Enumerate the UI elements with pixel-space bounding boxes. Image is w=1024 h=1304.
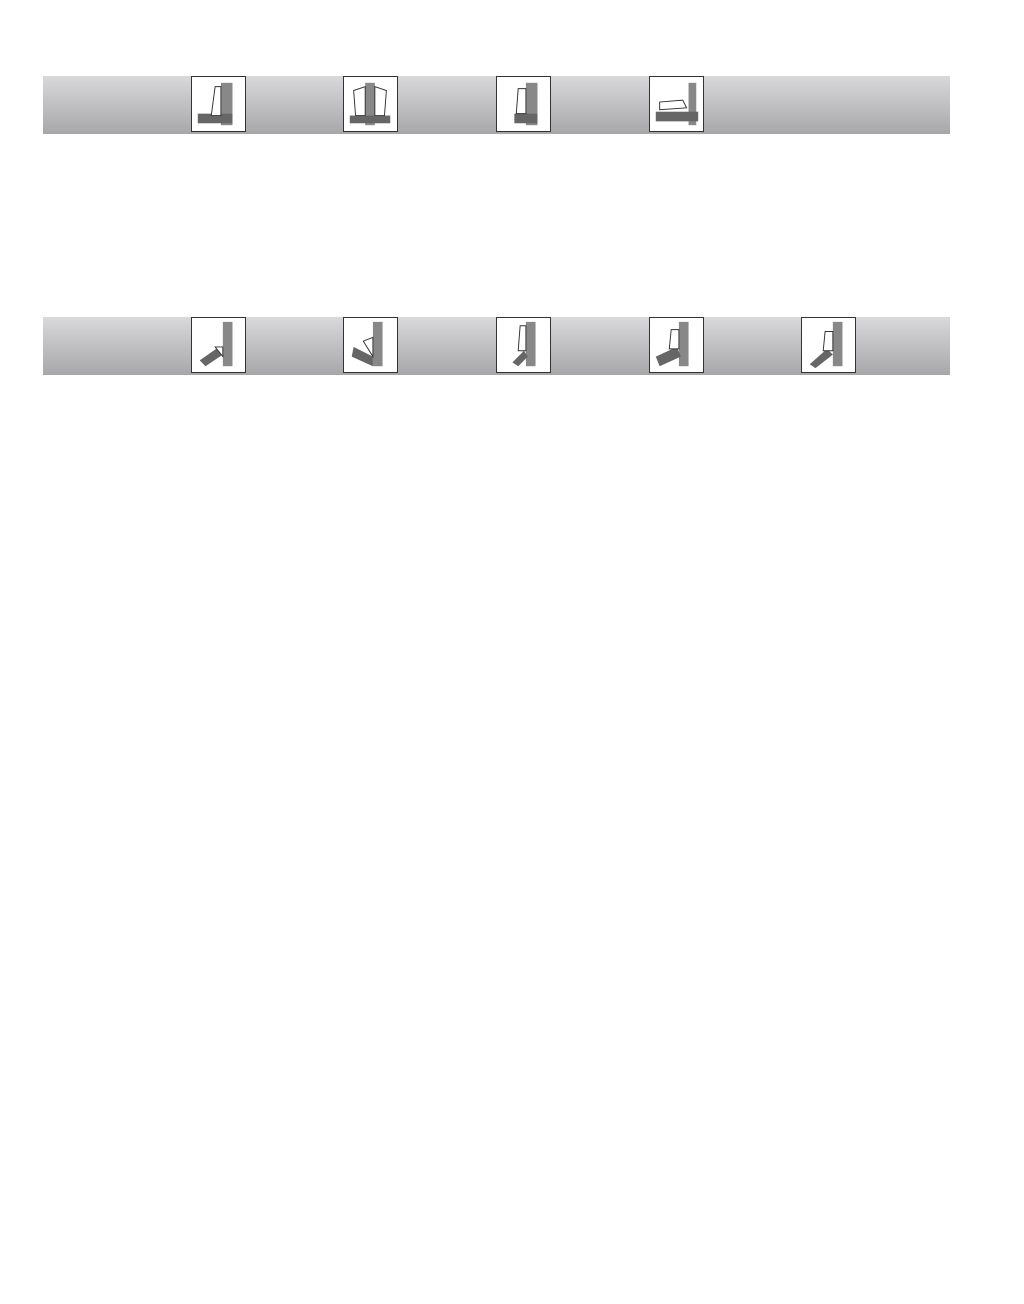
standard-header <box>43 76 950 134</box>
hinge-parallel-icon <box>649 76 704 132</box>
hinge-angle-icon <box>649 317 704 373</box>
angle-header <box>43 317 950 375</box>
hinge-angle-icon <box>801 317 856 373</box>
hinge-half-overlay-icon <box>343 76 398 132</box>
hinge-angle-icon <box>191 317 246 373</box>
hinge-angle-icon <box>496 317 551 373</box>
hinge-inset-icon <box>496 76 551 132</box>
hinge-full-overlay-icon <box>191 76 246 132</box>
hinge-angle-icon <box>343 317 398 373</box>
